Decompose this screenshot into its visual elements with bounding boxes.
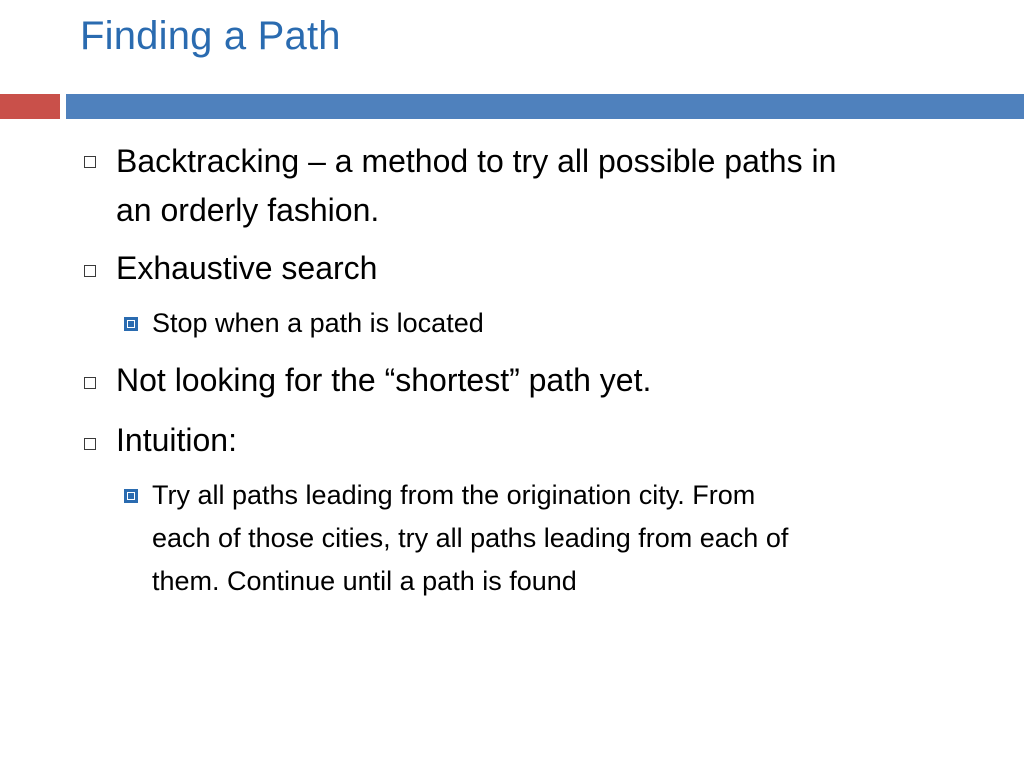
bullet-line: them. Continue until a path is found — [152, 566, 577, 596]
bullet-line: Not looking for the “shortest” path yet. — [116, 362, 652, 398]
bullet-line: Backtracking – a method to try all possible paths in — [116, 143, 837, 179]
sub-bullet-text-stop-when-located — [152, 302, 972, 345]
hollow-square-bullet-icon — [84, 438, 96, 450]
hollow-square-bullet-icon — [84, 156, 96, 168]
bullet-text-backtracking — [116, 137, 996, 235]
bullet-text-not-shortest — [116, 356, 996, 405]
bullet-line: Intuition: — [116, 422, 237, 458]
bullet-line: Stop when a path is located — [152, 308, 484, 338]
bullet-line: each of those cities, try all paths leading from each of — [152, 523, 789, 553]
filled-square-bullet-icon — [124, 317, 138, 331]
bullet-line: Exhaustive search — [116, 250, 378, 286]
bullet-text-exhaustive-search — [116, 244, 996, 293]
bullet-line: Try all paths leading from the origination city. From — [152, 480, 756, 510]
hollow-square-bullet-icon — [84, 377, 96, 389]
filled-square-bullet-icon — [124, 489, 138, 503]
sub-bullet-text-try-all-paths — [152, 474, 972, 603]
hollow-square-bullet-icon — [84, 265, 96, 277]
bullet-line: an orderly fashion. — [116, 192, 380, 228]
bullet-text-intuition — [116, 416, 996, 465]
slide-title: Finding a Path — [80, 14, 341, 58]
